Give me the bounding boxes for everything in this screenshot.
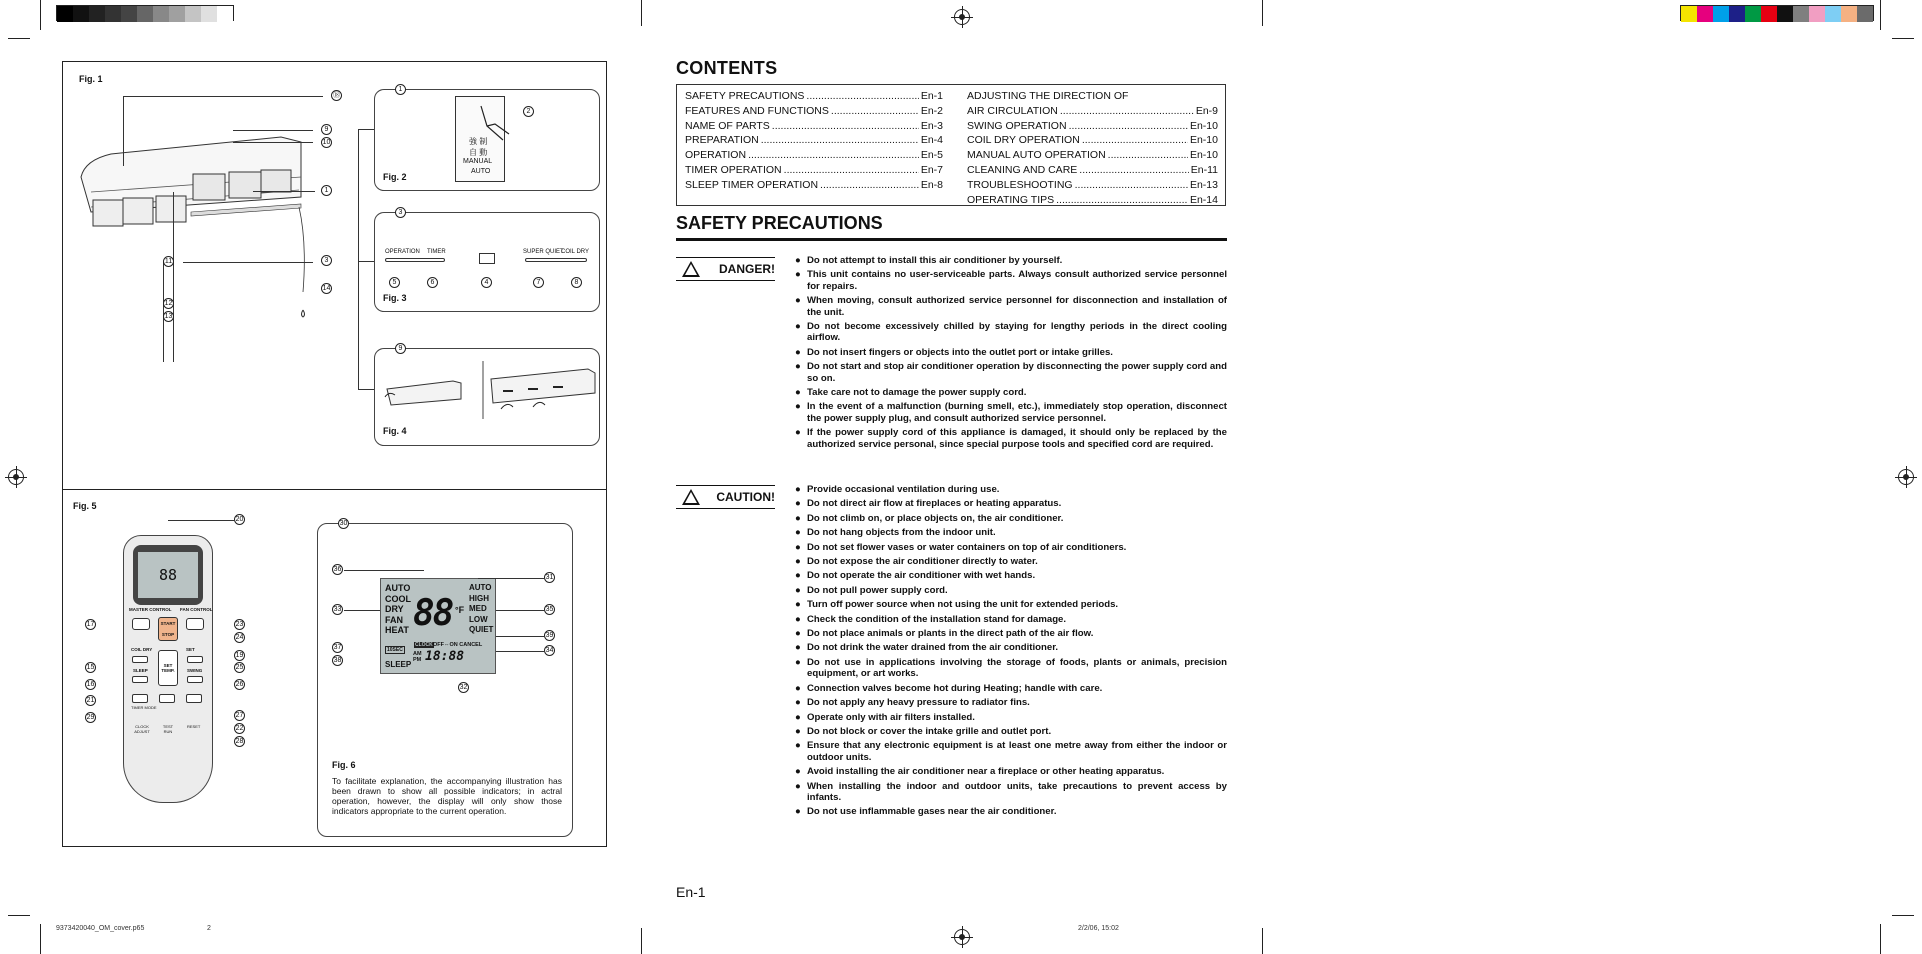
precaution-item: ● Do not use in applications involving the storage of foods, plants or animals, precision equipment, or art works. <box>795 657 1227 680</box>
leader-line <box>344 570 424 571</box>
precaution-item: ● Turn off power source when not using the unit for extended periods. <box>795 599 1227 610</box>
fig4-box <box>374 345 600 446</box>
callout-9: 9 <box>321 124 332 135</box>
lcd-sleep: SLEEP <box>385 660 412 669</box>
toc-entry-title: FEATURES AND FUNCTIONS <box>685 104 829 117</box>
callout-21: 21 <box>86 697 95 704</box>
toc-entry-page: En-13 <box>1189 178 1218 191</box>
crop-mark <box>40 0 41 30</box>
lcd-timer-time: 18:88 <box>425 649 465 664</box>
toc-leader <box>806 89 918 104</box>
callout-14: 14 <box>322 285 331 292</box>
lcd-indicator: AUTO <box>469 583 492 592</box>
danger-list <box>795 255 1227 453</box>
leader-line <box>233 142 313 143</box>
callout-20: 20 <box>235 516 244 523</box>
precaution-item: ● Do not attempt to install this air conditioner by yourself. <box>795 255 1227 266</box>
precaution-item: ● Do not place animals or plants in the direct path of the air flow. <box>795 628 1227 639</box>
crop-mark <box>1880 924 1881 954</box>
callout-3: 3 <box>321 255 332 266</box>
toc-entry-title: AIR CIRCULATION <box>967 104 1058 117</box>
remote-sleep-label: SLEEP <box>133 668 148 673</box>
toc-leader <box>761 133 919 148</box>
leader-line <box>253 191 315 192</box>
colour-swatch <box>153 6 169 22</box>
footer-date: 2/2/06, 15:02 <box>1078 925 1119 932</box>
danger-header <box>676 257 775 281</box>
start-label: START <box>160 621 176 626</box>
remote-lcd-screen <box>138 552 198 598</box>
callout-35: 35 <box>545 606 554 613</box>
toc-entry-page: En-3 <box>920 119 943 132</box>
lcd-ten-sec: 10SEC <box>387 647 403 653</box>
precaution-item: ● Do not hang objects from the indoor unit. <box>795 527 1227 538</box>
toc-entry-title: ADJUSTING THE DIRECTION OF <box>967 90 1129 102</box>
toc-leader <box>1056 193 1188 208</box>
colour-swatch <box>105 6 121 22</box>
leader-line <box>496 610 544 611</box>
colour-swatch <box>1697 6 1713 22</box>
registration-mark <box>8 469 24 485</box>
callout-23: 23 <box>235 621 244 628</box>
toc-entry-page: En-11 <box>1190 163 1218 176</box>
coil-dry-button[interactable] <box>132 656 148 663</box>
colour-swatch <box>121 6 137 22</box>
colour-swatch <box>1729 6 1745 22</box>
lcd-unit: °F <box>455 605 465 615</box>
toc-leader <box>1075 178 1188 193</box>
filter-removal-illustration <box>383 359 597 421</box>
timer-mode-button[interactable] <box>132 694 148 703</box>
panel-divider <box>63 489 606 490</box>
fig3-indicator-bar-right <box>525 258 587 262</box>
precaution-item: ● When moving, consult authorized service personnel for disconnection and installation of the unit. <box>795 295 1227 318</box>
fig5-label: Fig. 5 <box>73 501 97 511</box>
lcd-indicator: HIGH <box>469 593 489 603</box>
footer-page: 2 <box>207 925 211 932</box>
leader-line <box>183 262 313 263</box>
colour-swatch <box>185 6 201 22</box>
grey-colour-bar <box>56 5 234 21</box>
colour-swatch <box>73 6 89 22</box>
registration-mark <box>1898 469 1914 485</box>
fig2-box <box>374 86 600 191</box>
toc-entry-title: TROUBLESHOOTING <box>967 178 1073 191</box>
lcd-mode-list <box>385 583 411 636</box>
precaution-item: ● Ensure that any electronic equipment is at least one metre away from either the indoor or outdoor units. <box>795 740 1227 763</box>
toc-entry-title: MANUAL AUTO OPERATION <box>967 149 1106 162</box>
precaution-item: ● Avoid installing the air conditioner near a fireplace or other heating apparatus. <box>795 766 1227 777</box>
remote-swing-label: SWING <box>187 668 203 673</box>
colour-swatch <box>1793 6 1809 22</box>
toc-leader <box>1069 119 1188 134</box>
callout-4: 4 <box>481 277 492 288</box>
colour-swatch <box>1761 6 1777 22</box>
toc-leader <box>1079 163 1188 178</box>
callout-32: 32 <box>459 684 468 691</box>
remote-reset-label: RESET <box>187 724 201 729</box>
lcd-temp: 88 <box>413 593 453 634</box>
fig3-coildry: COIL DRY <box>561 249 590 255</box>
process-colour-bar <box>1680 5 1874 21</box>
remote-clock-label: CLOCK ADJUST <box>134 724 150 734</box>
colour-swatch <box>169 6 185 22</box>
fig2-kanji-2: 自 動 <box>469 148 488 157</box>
table-of-contents <box>676 84 1226 206</box>
callout-28: 28 <box>235 738 244 745</box>
precaution-item: ● Do not drink the water drained from the air conditioner. <box>795 642 1227 653</box>
registration-mark <box>954 9 970 25</box>
timer-down-button[interactable] <box>159 694 175 703</box>
toc-entry-page: En-4 <box>920 134 943 147</box>
lcd-indicator: MED <box>469 604 487 613</box>
callout-30: 30 <box>339 520 348 527</box>
colour-swatch <box>217 6 233 22</box>
crop-mark <box>40 924 41 954</box>
toc-entry-title: CLEANING AND CARE <box>967 163 1078 176</box>
lcd-fan-list <box>469 583 493 636</box>
toc-entry[interactable] <box>967 178 1218 193</box>
precaution-item: ● Do not climb on, or place objects on, the air conditioner. <box>795 513 1227 524</box>
toc-entry-page: En-10 <box>1189 149 1218 162</box>
fig2-label: Fig. 2 <box>383 172 407 182</box>
callout-36: 36 <box>333 566 342 573</box>
toc-entry-title: SLEEP TIMER OPERATION <box>685 178 819 191</box>
fig1-label: Fig. 1 <box>79 74 103 84</box>
precaution-item: ● Do not use inflammable gases near the air conditioner. <box>795 806 1227 817</box>
crop-mark <box>8 38 30 39</box>
precaution-item: ● When installing the indoor and outdoor units, take precautions to prevent access by infants. <box>795 781 1227 804</box>
leader-line <box>358 129 359 389</box>
colour-swatch <box>1777 6 1793 22</box>
leader-line <box>168 520 234 521</box>
finger-press-illustration <box>473 104 513 144</box>
precaution-item: ● Do not insert fingers or objects into the outlet port or intake grilles. <box>795 347 1227 358</box>
toc-leader <box>1108 148 1188 163</box>
toc-entry-page: En-14 <box>1189 193 1218 206</box>
callout-24: 24 <box>235 634 244 641</box>
fold-mark <box>1262 0 1263 26</box>
leader-line <box>233 130 313 131</box>
lcd-indicator: COOL <box>385 593 411 604</box>
callout-29: 29 <box>86 714 95 721</box>
toc-entry[interactable] <box>967 89 1218 104</box>
fig3-superquiet: SUPER QUIET <box>523 249 564 255</box>
leader-line <box>358 129 374 130</box>
precaution-item: ● Do not operate the air conditioner with wet hands. <box>795 570 1227 581</box>
precaution-item: ● Do not expose the air conditioner directly to water. <box>795 556 1227 567</box>
toc-entry[interactable] <box>685 89 943 104</box>
toc-entry[interactable] <box>685 104 943 119</box>
set-temp-label: SET <box>163 663 173 668</box>
colour-swatch <box>1681 6 1697 22</box>
toc-entry-title: SAFETY PRECAUTIONS <box>685 90 805 102</box>
swing-button[interactable] <box>187 676 203 683</box>
precaution-item: ● Do not become excessively chilled by staying for lengthy periods in the direct cooling airflow. <box>795 321 1227 344</box>
remote-set-label: SET <box>186 647 195 652</box>
toc-entry[interactable] <box>685 119 943 134</box>
lcd-indicator: FAN <box>385 614 403 625</box>
toc-leader <box>772 119 919 134</box>
toc-entry[interactable] <box>967 104 1218 119</box>
toc-leader <box>748 148 919 163</box>
fig6-box <box>317 520 573 837</box>
fold-mark <box>641 0 642 26</box>
callout-31: 31 <box>545 574 554 581</box>
callout-33: 33 <box>333 606 342 613</box>
warning-triangle-icon <box>682 261 700 277</box>
toc-left-column <box>685 89 943 193</box>
remote-fan-label: FAN CONTROL <box>180 607 213 612</box>
callout-11: 11 <box>164 258 173 265</box>
precaution-item: ● Do not set flower vases or water containers on top of air conditioners. <box>795 542 1227 553</box>
toc-entry-title: OPERATION <box>685 149 747 162</box>
toc-entry[interactable] <box>967 193 1218 208</box>
callout-19: 19 <box>235 652 244 659</box>
precaution-item: ● Connection valves become hot during Heating; handle with care. <box>795 683 1227 694</box>
remote-master-label: MASTER CONTROL <box>129 607 172 612</box>
fig3-timer: TIMER <box>427 249 446 255</box>
precaution-item: ● Do not apply any heavy pressure to radiator fins. <box>795 697 1227 708</box>
leader-line <box>123 96 323 97</box>
callout-6: 6 <box>427 277 438 288</box>
callout-15: 15 <box>86 664 95 671</box>
callout-7: 7 <box>533 277 544 288</box>
toc-entry[interactable] <box>967 163 1218 178</box>
precaution-item: ● This unit contains no user-serviceable parts. Always consult authorized service personnel for repairs. <box>795 269 1227 292</box>
callout-5: 5 <box>389 277 400 288</box>
leader-line <box>358 261 374 262</box>
toc-entry-page: En-1 <box>920 90 943 102</box>
fig2-manual: MANUAL <box>463 158 493 165</box>
callout-18: ⑱ <box>333 92 340 99</box>
callout-16: 16 <box>86 681 95 688</box>
toc-leader <box>784 163 919 178</box>
leader-line <box>173 192 174 362</box>
lcd-offon: OFF⇔ON CANCEL <box>433 642 483 648</box>
fig4-label: Fig. 4 <box>383 426 407 436</box>
remote-coil-label: COIL DRY <box>131 647 153 652</box>
callout-13: 13 <box>164 313 173 320</box>
remote-test-label: TEST RUN <box>162 724 174 734</box>
fig3-indicator-bar-left <box>385 258 445 262</box>
colour-swatch <box>1809 6 1825 22</box>
safety-precautions-title: SAFETY PRECAUTIONS <box>676 213 883 233</box>
lcd-indicator: HEAT <box>385 625 409 635</box>
colour-swatch <box>1825 6 1841 22</box>
title-rule <box>676 238 1227 241</box>
toc-entry-title: OPERATING TIPS <box>967 193 1055 206</box>
leader-line <box>358 389 374 390</box>
fan-control-button[interactable] <box>186 618 204 630</box>
caution-label: CAUTION! <box>716 490 775 504</box>
colour-swatch <box>1841 6 1857 22</box>
lcd-ampm: AM PM <box>413 651 422 663</box>
callout-12: 12 <box>164 300 173 307</box>
toc-entry-title: TIMER OPERATION <box>685 163 782 176</box>
page-number: En-1 <box>676 884 706 900</box>
crop-mark <box>1880 0 1881 30</box>
lcd-clock: CLOCK <box>415 642 433 648</box>
caution-header <box>676 485 775 509</box>
sleep-button[interactable] <box>132 676 148 683</box>
set-button[interactable] <box>187 656 203 663</box>
callout-1: 1 <box>321 185 332 196</box>
toc-entry-page: En-10 <box>1189 134 1218 147</box>
remote-lcd-temp: 88 <box>158 566 178 584</box>
lcd-indicator: DRY <box>385 604 404 614</box>
fig3-operation: OPERATION <box>385 249 420 255</box>
toc-entry[interactable] <box>967 119 1218 134</box>
toc-entry-page: En-10 <box>1189 119 1218 132</box>
toc-entry-page: En-8 <box>920 178 943 191</box>
precaution-item: ● Do not block or cover the intake grille and outlet port. <box>795 726 1227 737</box>
fig2-kanji-1: 強 制 <box>469 137 488 146</box>
precaution-item: ● Do not pull power supply cord. <box>795 585 1227 596</box>
start-stop-button[interactable] <box>158 617 178 641</box>
leader-line <box>496 651 544 652</box>
callout-17: 17 <box>86 621 95 628</box>
toc-entry[interactable] <box>685 163 943 178</box>
precaution-item: ● Do not start and stop air conditioner operation by disconnecting the power supply cord and so on. <box>795 361 1227 384</box>
warning-triangle-icon <box>682 489 700 505</box>
toc-entry-page: En-5 <box>920 149 943 162</box>
callout-3: 3 <box>395 207 406 218</box>
colour-swatch <box>89 6 105 22</box>
lcd-indicator: AUTO <box>385 583 411 593</box>
callout-9: 9 <box>395 343 406 354</box>
caution-list <box>795 484 1227 821</box>
toc-entry-page: En-2 <box>920 104 943 117</box>
callout-2: 2 <box>523 106 534 117</box>
figure-panel <box>62 61 607 847</box>
toc-entry-title: PREPARATION <box>685 134 759 147</box>
colour-swatch <box>1857 6 1873 22</box>
toc-entry[interactable] <box>685 148 943 163</box>
toc-entry[interactable] <box>967 133 1218 148</box>
toc-leader <box>1082 133 1188 148</box>
fold-mark <box>1262 928 1263 954</box>
precaution-item: ● Do not direct air flow at fireplaces or heating apparatus. <box>795 498 1227 509</box>
stop-label: STOP <box>161 632 175 637</box>
callout-8: 8 <box>571 277 582 288</box>
callout-25: 25 <box>235 664 244 671</box>
callout-38: 38 <box>333 657 342 664</box>
precaution-item: ● Operate only with air filters installed. <box>795 712 1227 723</box>
precaution-item: ● If the power supply cord of this appliance is damaged, it should only be replaced by the authorized service personal, since special purpose tools and specified cord are required. <box>795 427 1227 450</box>
colour-swatch <box>137 6 153 22</box>
colour-swatch <box>201 6 217 22</box>
precaution-item: ● In the event of a malfunction (burning smell, etc.), immediately stop operation, disconnect the power supply plug, and consult authorized service personnel. <box>795 401 1227 424</box>
toc-leader <box>1060 104 1194 119</box>
callout-22: 22 <box>235 725 244 732</box>
callout-26: 26 <box>235 681 244 688</box>
toc-right-column <box>967 89 1218 207</box>
callout-39: 39 <box>545 632 554 639</box>
fig3-receiver <box>479 253 495 264</box>
leader-line <box>344 610 380 611</box>
toc-entry-title: SWING OPERATION <box>967 119 1067 132</box>
toc-entry-title: NAME OF PARTS <box>685 119 770 132</box>
crop-mark <box>1892 38 1914 39</box>
precaution-item: ● Take care not to damage the power supply cord. <box>795 387 1227 398</box>
crop-mark <box>1892 915 1914 916</box>
footer-filename: 9373420040_OM_cover.p65 <box>56 925 145 932</box>
lcd-indicator: LOW <box>469 614 488 624</box>
leader-line <box>478 578 544 579</box>
leader-line <box>123 96 124 166</box>
colour-swatch <box>57 6 73 22</box>
registration-mark <box>954 929 970 945</box>
toc-entry[interactable] <box>685 178 943 193</box>
contents-title: CONTENTS <box>676 58 778 78</box>
toc-leader <box>831 104 919 119</box>
temp-label: TEMP. <box>161 668 175 673</box>
precaution-item: ● Provide occasional ventilation during use. <box>795 484 1227 495</box>
callout-27: 27 <box>235 712 244 719</box>
danger-label: DANGER! <box>719 262 775 276</box>
toc-leader <box>820 178 919 193</box>
toc-entry-page: En-9 <box>1195 104 1218 117</box>
master-control-button[interactable] <box>132 618 150 630</box>
colour-swatch <box>1745 6 1761 22</box>
toc-entry-page: En-7 <box>920 163 943 176</box>
crop-mark <box>8 915 30 916</box>
callout-34: 34 <box>545 647 554 654</box>
toc-entry-title: COIL DRY OPERATION <box>967 134 1080 147</box>
callout-10: 10 <box>322 139 331 146</box>
toc-entry[interactable] <box>967 148 1218 163</box>
lcd-display <box>380 578 496 674</box>
colour-swatch <box>1713 6 1729 22</box>
callout-1: 1 <box>395 84 406 95</box>
fig2-auto: AUTO <box>471 168 491 175</box>
callout-37: 37 <box>333 644 342 651</box>
indoor-unit-illustration <box>71 82 361 362</box>
temp-buttons[interactable] <box>158 650 178 686</box>
fold-mark <box>641 928 642 954</box>
fig6-note: To facilitate explanation, the accompanying illustration has been drawn to show all possible indicators; in actral operation, however, the display will only show those indicators appropriate to the current operation. <box>332 776 562 816</box>
fig3-box <box>374 209 600 312</box>
precaution-item: ● Check the condition of the installation stand for damage. <box>795 614 1227 625</box>
leader-line <box>496 636 544 637</box>
remote-timer-mode-label: TIMER MODE <box>131 705 157 710</box>
timer-up-button[interactable] <box>186 694 202 703</box>
lcd-indicator: QUIET <box>469 625 494 634</box>
fig6-label: Fig. 6 <box>332 760 356 770</box>
fig3-label: Fig. 3 <box>383 293 407 303</box>
toc-entry[interactable] <box>685 133 943 148</box>
